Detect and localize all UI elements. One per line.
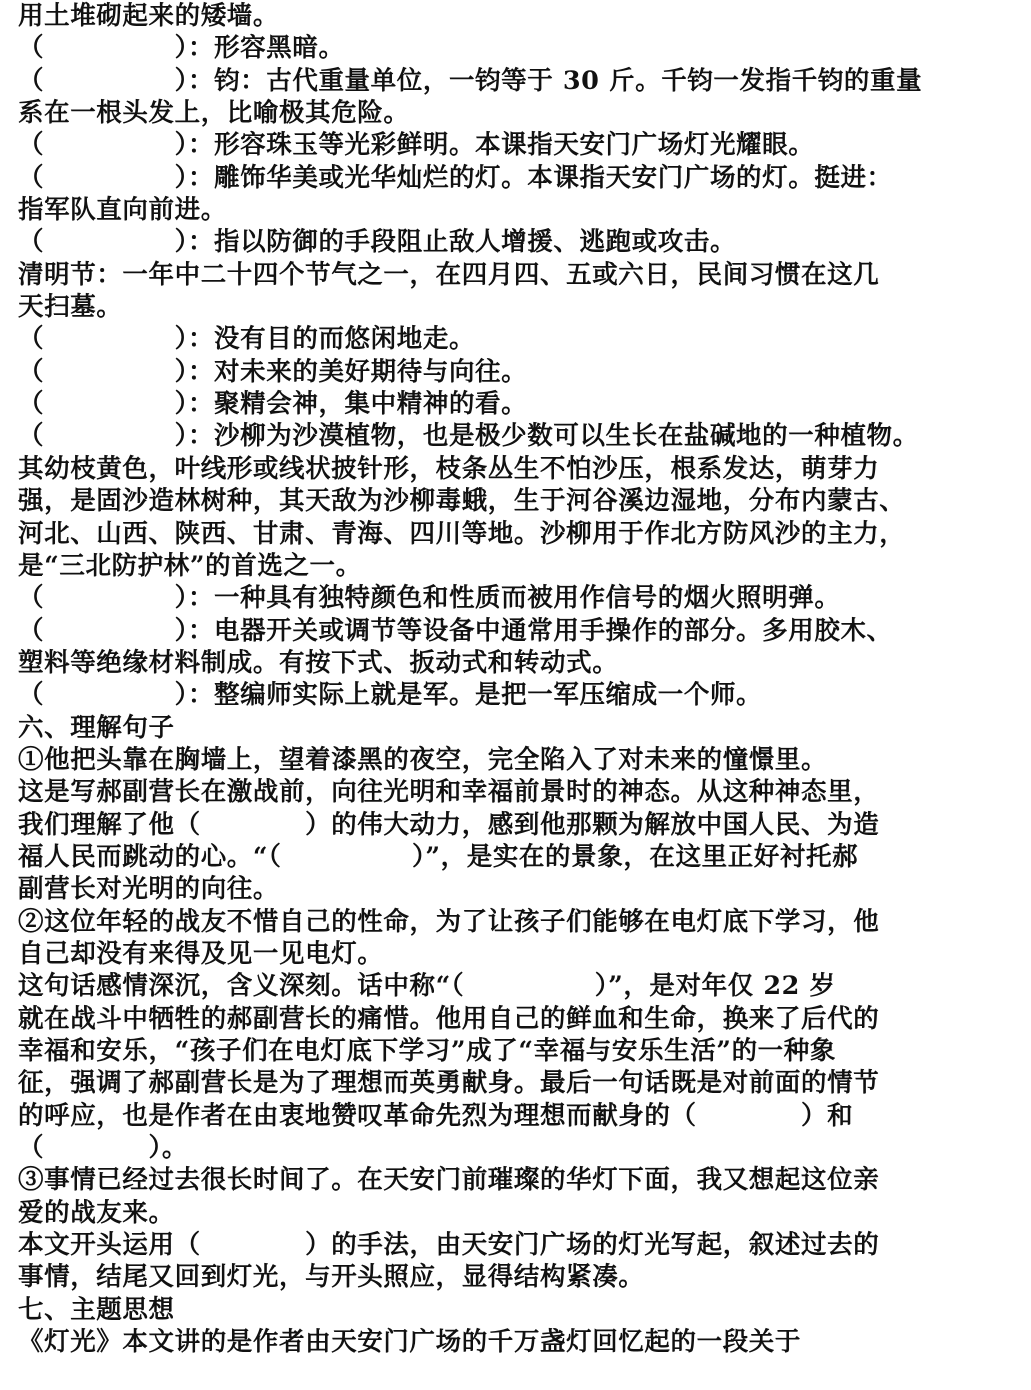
vocab-definition-line: （ ）：没有目的而悠闲地走。 <box>18 324 476 355</box>
vocab-definition-line: （ ）：聚精会神，集中精神的看。 <box>18 389 528 420</box>
text-line: 我们理解了他（ ）的伟大动力，感到他那颗为解放中国人民、为造 <box>18 809 880 840</box>
vocab-definition-line: （ ）：形容珠玉等光彩鲜明。本课指天安门广场灯光耀眼。 <box>18 130 815 161</box>
text-line: 这句话感情深沉，含义深刻。话中称“（ ）”，是对年仅 22 岁 <box>18 971 836 1002</box>
vocab-definition-line: （ ）：钧：古代重量单位，一钧等于 30 斤。千钧一发指千钧的重量 <box>18 65 923 96</box>
text-line: 河北、山西、陕西、甘肃、青海、四川等地。沙柳用于作北方防风沙的主力， <box>18 518 906 549</box>
vocab-definition-line: （ ）：一种具有独特颜色和性质而被用作信号的烟火照明弹。 <box>18 583 841 614</box>
text-line: 副营长对光明的向往。 <box>18 874 280 905</box>
sentence-line: ③事情已经过去很长时间了。在天安门前璀璨的华灯下面，我又想起这位亲 <box>18 1165 880 1196</box>
text-line: （ ）。 <box>18 1133 188 1164</box>
text-line: 爱的战友来。 <box>18 1197 175 1228</box>
text-line: 天扫墓。 <box>18 292 123 323</box>
vocab-definition-line: （ ）：电器开关或调节等设备中通常用手操作的部分。多用胶木、 <box>18 615 893 646</box>
vocab-definition-line: （ ）：指以防御的手段阻止敌人增援、逃跑或攻击。 <box>18 227 737 258</box>
vocab-definition-line: （ ）：雕饰华美或光华灿烂的灯。本课指天安门广场的灯。挺进： <box>18 162 893 193</box>
text-line: 其幼枝黄色，叶线形或线状披针形，枝条丛生不怕沙压，根系发达，萌芽力 <box>18 453 880 484</box>
sentence-line: ②这位年轻的战友不惜自己的性命，为了让孩子们能够在电灯底下学习，他 <box>18 906 880 937</box>
document-page <box>18 0 970 1358</box>
vocab-definition-line: （ ）：沙柳为沙漠植物，也是极少数可以生长在盐碱地的一种植物。 <box>18 421 919 452</box>
text-line: 塑料等绝缘材料制成。有按下式、扳动式和转动式。 <box>18 647 619 678</box>
text-line: 福人民而跳动的心。“（ ）”，是实在的景象，在这里正好衬托郝 <box>18 841 859 872</box>
text-line: 强，是固沙造林树种，其天敌为沙柳毒蛾，生于河谷溪边湿地，分布内蒙古、 <box>18 486 906 517</box>
text-line: 的呼应，也是作者在由衷地赞叹革命先烈为理想而献身的（ ）和 <box>18 1100 854 1131</box>
text-line: 这是写郝副营长在激战前，向往光明和幸福前景时的神态。从这种神态里， <box>18 777 880 808</box>
text-line: 幸福和安乐，“孩子们在电灯底下学习”成了“幸福与安乐生活”的一种象 <box>18 1036 836 1066</box>
sentence-line: ①他把头靠在胸墙上，望着漆黑的夜空，完全陷入了对未来的憧憬里。 <box>18 744 828 775</box>
text-line: 事情，结尾又回到灯光，与开头照应，显得结构紧凑。 <box>18 1262 645 1293</box>
vocab-definition-line: （ ）：形容黑暗。 <box>18 33 345 64</box>
section-heading: 六、理解句子 <box>18 712 175 743</box>
text-line: 用土堆砌起来的矮墙。 <box>18 1 280 31</box>
vocab-definition-line: （ ）：对未来的美好期待与向往。 <box>18 356 528 387</box>
text-line: 《灯光》本文讲的是作者由天安门广场的千万盏灯回忆起的一段关于 <box>18 1327 802 1358</box>
section-heading: 七、主题思想 <box>18 1294 175 1325</box>
text-line: 征，强调了郝副营长是为了理想而英勇献身。最后一句话既是对前面的情节 <box>18 1068 880 1099</box>
text-line: 是“三北防护林”的首选之一。 <box>18 550 362 581</box>
text-line: 本文开头运用（ ）的手法，由天安门广场的灯光写起，叙述过去的 <box>18 1230 880 1261</box>
text-line: 清明节：一年中二十四个节气之一，在四月四、五或六日，民间习惯在这几 <box>18 259 880 290</box>
text-line: 就在战斗中牺牲的郝副营长的痛惜。他用自己的鲜血和生命，换来了后代的 <box>18 1003 880 1034</box>
text-line: 系在一根头发上，比喻极其危险。 <box>18 98 410 129</box>
text-line: 自己却没有来得及见一见电灯。 <box>18 938 384 969</box>
text-line: 指军队直向前进。 <box>18 195 227 226</box>
vocab-definition-line: （ ）：整编师实际上就是军。是把一军压缩成一个师。 <box>18 680 763 711</box>
